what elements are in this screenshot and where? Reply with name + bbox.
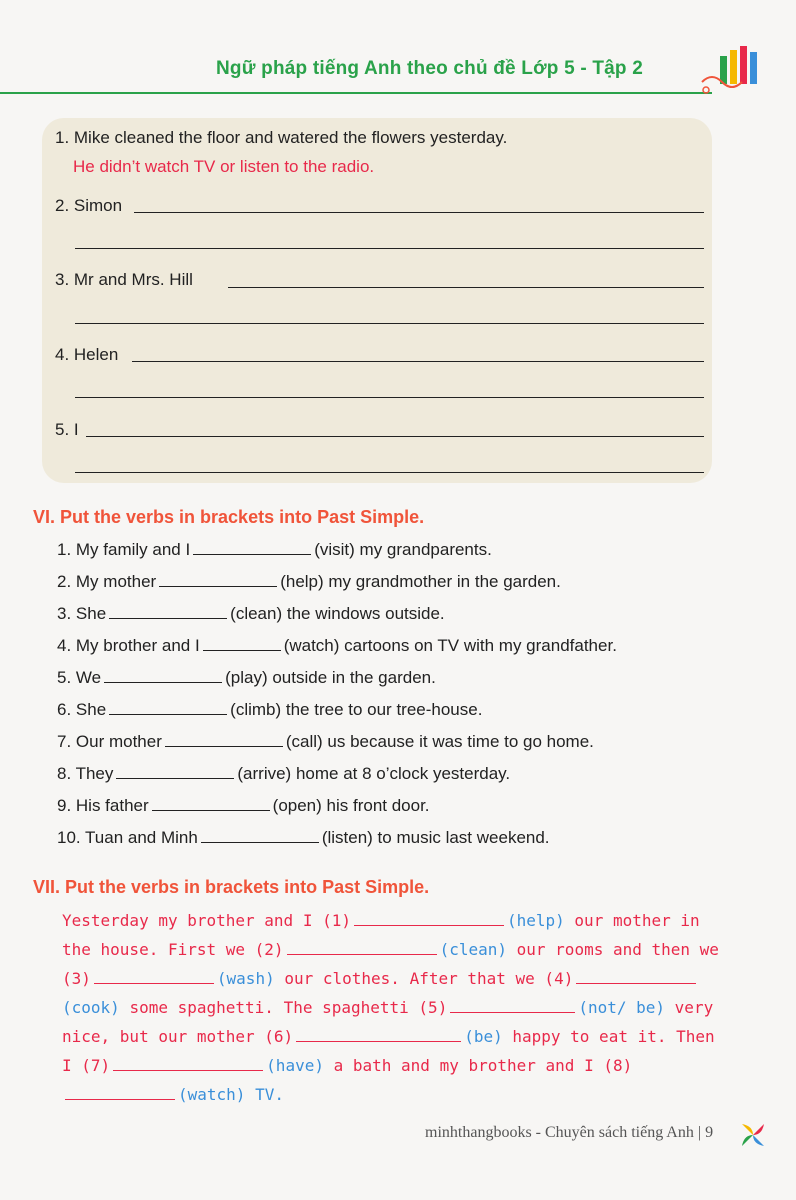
box-item-4: 4. Helen (55, 345, 119, 364)
exercise-7-paragraph: Yesterday my brother and I (1) (help) our mother in the house. First we (2) (clean) our rooms and then we (3) (wash) our clothes. After that we (4)(cook) some spaghetti. The spaghetti (5) (not/ be) very nice, but our mother (6) (be) happy to eat it. Then I (7) (have) a bath and my brother and I (8)(watch) TV. (62, 911, 719, 1104)
blank-input[interactable] (201, 828, 319, 843)
blank-input[interactable] (450, 998, 575, 1013)
box-item-3: 3. Mr and Mrs. Hill (55, 270, 193, 289)
answer-line[interactable] (134, 212, 704, 213)
exercise-6-item: 9. His father (open) his front door. (57, 796, 430, 815)
exercise-6-item: 7. Our mother (call) us because it was time to go home. (57, 732, 594, 751)
answer-line[interactable] (75, 397, 704, 398)
box-item-2: 2. Simon (55, 196, 123, 215)
blank-input[interactable] (354, 911, 504, 926)
blank-input[interactable] (296, 1027, 461, 1042)
page-header-title: Ngữ pháp tiếng Anh theo chủ đề Lớp 5 - Tập 2 (216, 58, 643, 79)
answer-line[interactable] (75, 472, 704, 473)
blank-input[interactable] (104, 668, 222, 683)
blank-input[interactable] (109, 700, 227, 715)
blank-input[interactable] (576, 969, 696, 984)
answer-line[interactable] (75, 248, 704, 249)
page-footer: minhthangbooks - Chuyên sách tiếng Anh | 9 (425, 1124, 714, 1141)
blank-input[interactable] (152, 796, 270, 811)
answer-line[interactable] (132, 361, 704, 362)
blank-input[interactable] (203, 636, 281, 651)
answer-line[interactable] (75, 323, 704, 324)
exercise-6-item: 3. She (clean) the windows outside. (57, 604, 445, 623)
section-6-title: VI. Put the verbs in brackets into Past Simple. (33, 507, 425, 527)
exercise-6-item: 4. My brother and I (watch) cartoons on TV with my grandfather. (57, 636, 617, 655)
blank-input[interactable] (159, 572, 277, 587)
blank-input[interactable] (94, 969, 214, 984)
exercise-6-item: 2. My mother (help) my grandmother in the garden. (57, 572, 561, 591)
blank-input[interactable] (165, 732, 283, 747)
blank-input[interactable] (65, 1085, 175, 1100)
publisher-logo-icon (740, 1122, 766, 1148)
section-7-title: VII. Put the verbs in brackets into Past Simple. (33, 877, 430, 897)
exercise-6-item: 8. They (arrive) home at 8 o’clock yesterday. (57, 764, 511, 783)
blank-input[interactable] (287, 940, 437, 955)
box-item-1-answer: He didn’t watch TV or listen to the radio. (73, 157, 375, 176)
exercise-6-item: 6. She (climb) the tree to our tree-house. (57, 700, 483, 719)
header-divider (0, 92, 712, 94)
blank-input[interactable] (193, 540, 311, 555)
box-item-1: 1. Mike cleaned the floor and watered the flowers yesterday. (55, 128, 508, 147)
answer-line[interactable] (228, 287, 704, 288)
answer-line[interactable] (86, 436, 704, 437)
blank-input[interactable] (109, 604, 227, 619)
blank-input[interactable] (113, 1056, 263, 1071)
pencils-decoration-icon (700, 42, 770, 97)
exercise-6-item: 1. My family and I (visit) my grandparents. (57, 540, 492, 559)
box-item-5: 5. I (55, 420, 79, 439)
blank-input[interactable] (116, 764, 234, 779)
exercise-6-item: 5. We (play) outside in the garden. (57, 668, 436, 687)
exercise-6-item: 10. Tuan and Minh (listen) to music last weekend. (57, 828, 550, 847)
